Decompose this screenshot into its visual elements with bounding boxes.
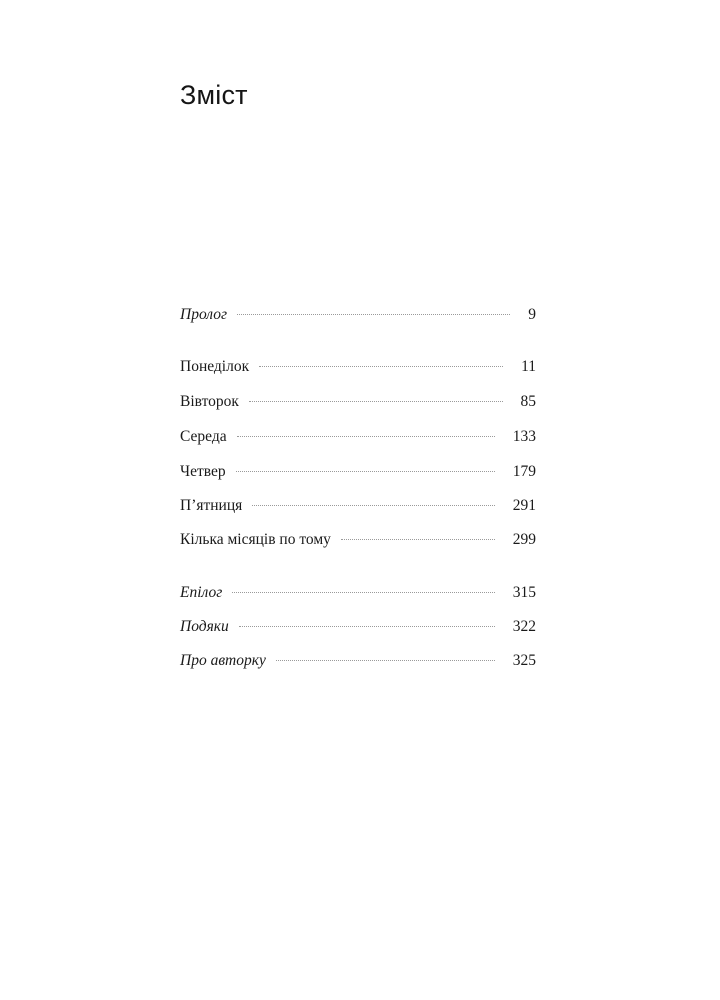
toc-entry-page: 133 <box>512 428 536 445</box>
toc-entry-label: П’ятниця <box>180 497 243 514</box>
toc-entry-page: 322 <box>512 618 536 635</box>
toc-entry-thursday <box>180 463 536 487</box>
toc-entry-page: 291 <box>512 497 536 514</box>
toc-entry-page: 299 <box>512 531 536 548</box>
toc-entry-label: Подяки <box>180 618 229 635</box>
dot-leader <box>276 660 495 661</box>
dot-leader <box>232 592 494 593</box>
page-title: Зміст <box>180 80 248 110</box>
toc-entry-epilogue <box>180 584 536 608</box>
toc-entry-wednesday <box>180 428 536 452</box>
toc-entry-about-author <box>180 652 536 676</box>
toc-entry-label: Середа <box>180 428 227 445</box>
toc-entry-monday <box>180 358 536 382</box>
dot-leader <box>239 626 495 627</box>
toc-entry-label: Четвер <box>180 463 226 480</box>
toc-entry-tuesday <box>180 393 536 417</box>
dot-leader <box>252 505 494 506</box>
toc-entry-label: Про авторку <box>180 652 266 669</box>
dot-leader <box>237 436 495 437</box>
toc-entry-prologue <box>180 306 536 330</box>
toc-entry-page: 85 <box>520 393 536 410</box>
toc-entry-friday <box>180 497 536 521</box>
toc-entry-label: Вівторок <box>180 393 239 410</box>
toc-entry-label: Пролог <box>180 306 228 323</box>
toc-entry-label: Понеділок <box>180 358 250 375</box>
toc-entry-label: Епілог <box>180 584 223 601</box>
toc-entry-months-later <box>180 531 536 555</box>
toc-entry-acknowledgements <box>180 618 536 642</box>
toc-entry-page: 11 <box>521 358 536 375</box>
dot-leader <box>341 539 495 540</box>
toc-entry-page: 179 <box>512 463 536 480</box>
dot-leader <box>259 366 503 367</box>
table-of-contents <box>180 0 536 1000</box>
toc-entry-label: Кілька місяців по тому <box>180 531 331 548</box>
toc-entry-page: 315 <box>512 584 536 601</box>
toc-entry-page: 325 <box>512 652 536 669</box>
dot-leader <box>236 471 495 472</box>
toc-entry-page: 9 <box>528 306 536 323</box>
dot-leader <box>237 314 510 315</box>
dot-leader <box>249 401 503 402</box>
